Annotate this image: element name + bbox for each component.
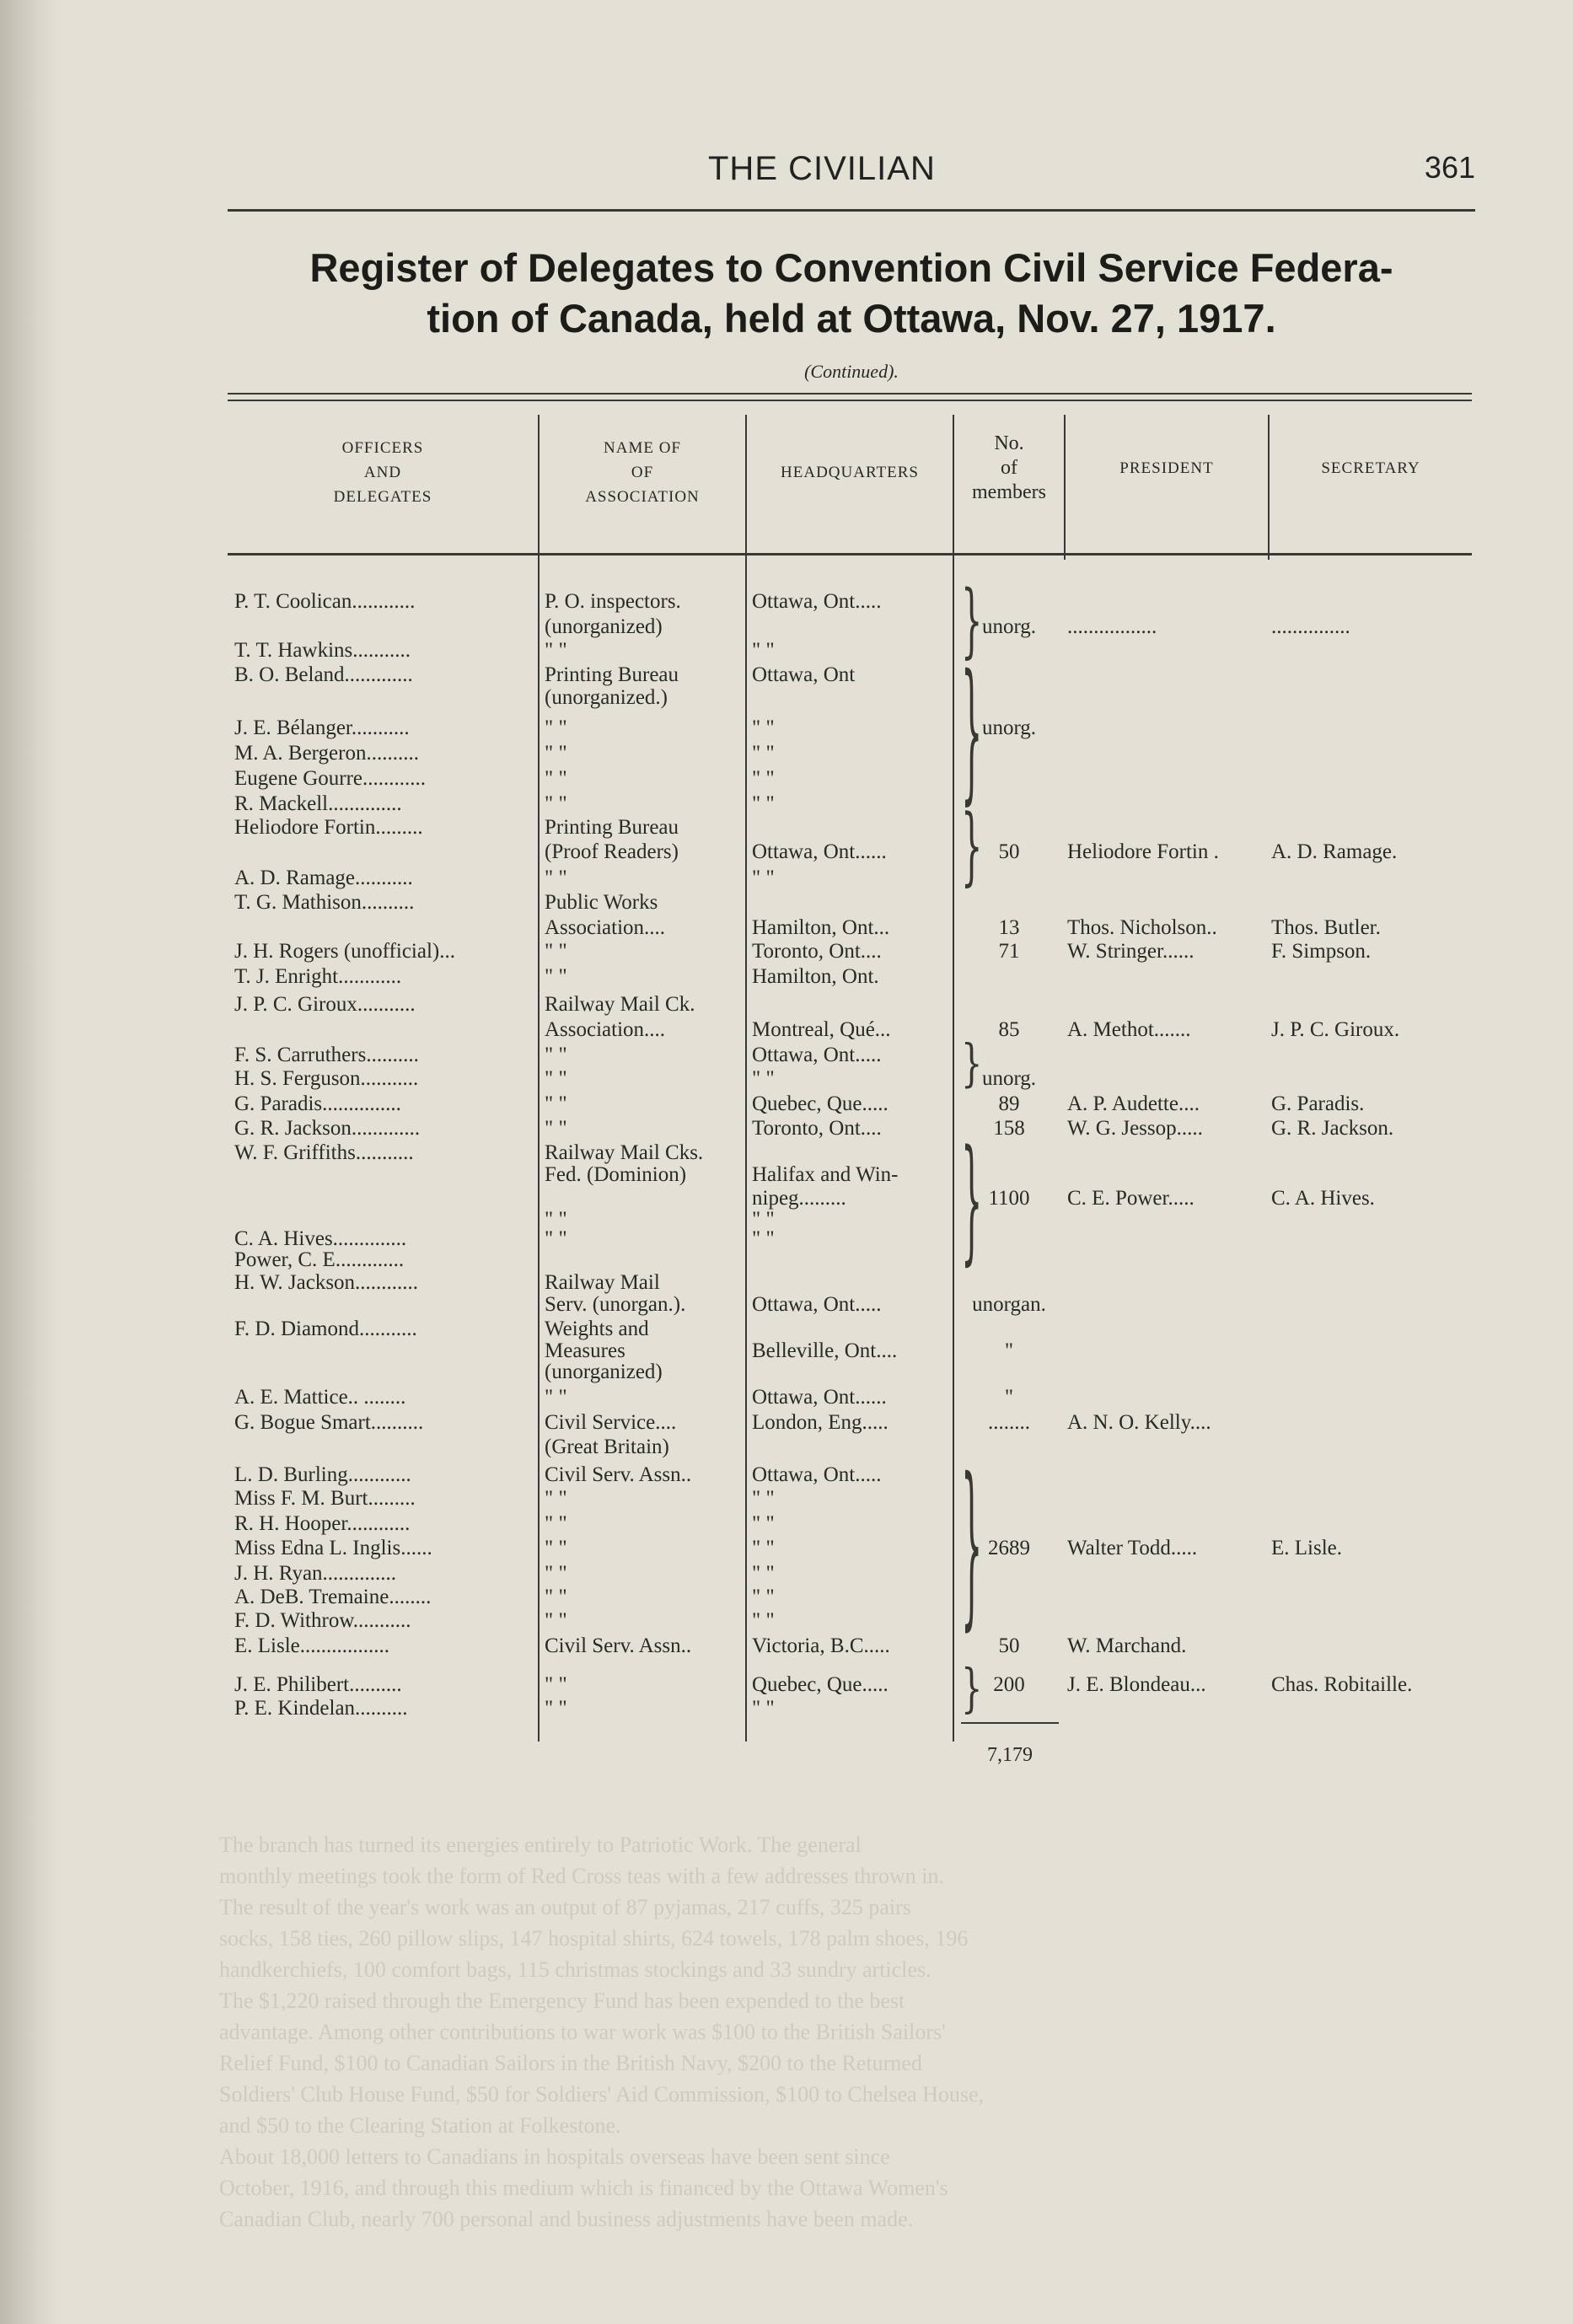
- delegate-name: G. R. Jackson.............: [234, 1117, 421, 1140]
- president: A. Methot.......: [1067, 1018, 1191, 1041]
- association-name: " ": [545, 867, 567, 889]
- member-count: 13: [998, 916, 1020, 939]
- association-name: " ": [545, 792, 567, 815]
- headquarters: Belleville, Ont....: [752, 1339, 898, 1362]
- member-count: 85: [998, 1018, 1020, 1041]
- delegate-name: B. O. Beland.............: [234, 663, 413, 686]
- delegate-name: H. S. Ferguson...........: [234, 1067, 419, 1090]
- president: Heliodore Fortin .: [1067, 840, 1219, 863]
- headquarters: Ottawa, Ont.....: [752, 1044, 882, 1066]
- delegate-name: T. T. Hawkins...........: [234, 639, 411, 662]
- delegate-name: J. H. Ryan..............: [234, 1562, 397, 1585]
- continued-note: (Continued).: [804, 361, 899, 382]
- headquarters: " ": [752, 1487, 775, 1510]
- headquarters: " ": [752, 717, 775, 739]
- headquarters: Halifax and Win-: [752, 1163, 899, 1186]
- association-name: (unorganized): [545, 615, 663, 638]
- headquarters: " ": [752, 1512, 775, 1535]
- association-name: Printing Bureau: [545, 816, 679, 839]
- association-name: " ": [545, 1562, 567, 1585]
- association-name: " ": [545, 1092, 567, 1115]
- association-name: " ": [545, 1386, 567, 1409]
- headquarters: " ": [752, 1208, 775, 1231]
- delegate-name: L. D. Burling............: [234, 1463, 411, 1486]
- association-name: (unorganized): [545, 1361, 663, 1383]
- column-divider: [745, 415, 747, 1742]
- running-header: [228, 150, 1475, 196]
- delegate-name: Miss Edna L. Inglis......: [234, 1537, 432, 1559]
- delegate-name: E. Lisle.................: [234, 1634, 390, 1657]
- association-name: (Great Britain): [545, 1436, 669, 1458]
- headquarters: Montreal, Qué...: [752, 1018, 891, 1041]
- member-count: 50: [998, 840, 1020, 863]
- headquarters: Toronto, Ont....: [752, 940, 882, 963]
- association-name: " ": [545, 1117, 567, 1140]
- association-name: " ": [545, 965, 567, 988]
- president: A. P. Audette....: [1067, 1092, 1200, 1115]
- association-name: P. O. inspectors.: [545, 590, 681, 613]
- headquarters: Quebec, Que.....: [752, 1673, 889, 1696]
- delegate-name: F. S. Carruthers..........: [234, 1044, 419, 1066]
- headquarters: Victoria, B.C.....: [752, 1634, 890, 1657]
- member-count: 200: [993, 1673, 1025, 1696]
- header-rule: [228, 209, 1475, 212]
- headquarters: " ": [752, 1227, 775, 1250]
- association-name: Printing Bureau: [545, 663, 679, 686]
- headquarters: London, Eng.....: [752, 1411, 889, 1434]
- association-name: Weights and: [545, 1318, 649, 1340]
- president: .................: [1067, 615, 1157, 638]
- association-name: (Proof Readers): [545, 840, 679, 863]
- table-top-rule: [228, 393, 1472, 394]
- member-count: ": [1004, 1386, 1014, 1409]
- bleed-line: advantage. Among other contributions to war work was $100 to the British Sailors': [219, 2020, 946, 2044]
- bleed-line: socks, 158 ties, 260 pillow slips, 147 hospital shirts, 624 towels, 178 palm shoes, 196: [219, 1926, 969, 1951]
- headquarters: " ": [752, 639, 775, 662]
- secretary: F. Simpson.: [1271, 940, 1372, 963]
- title-line-2: tion of Canada, held at Ottawa, Nov. 27, 1917.: [427, 296, 1276, 341]
- president: A. N. O. Kelly....: [1067, 1411, 1211, 1434]
- headquarters: " ": [752, 1609, 775, 1632]
- delegate-name: R. Mackell..............: [234, 792, 402, 815]
- headquarters: " ": [752, 1562, 775, 1585]
- column-header-officers: OFFICERS AND DELEGATES: [333, 439, 432, 506]
- headquarters: " ": [752, 767, 775, 790]
- association-name: Railway Mail: [545, 1271, 660, 1294]
- brace-mark: }: [961, 1124, 983, 1280]
- president: W. G. Jessop.....: [1067, 1117, 1203, 1140]
- page-title: [228, 243, 1475, 344]
- column-divider: [1268, 415, 1270, 560]
- association-name: Civil Serv. Assn..: [545, 1463, 692, 1486]
- column-divider: [1064, 415, 1066, 560]
- secretary: E. Lisle.: [1271, 1537, 1343, 1559]
- association-name: " ": [545, 639, 567, 662]
- headquarters: " ": [752, 1586, 775, 1608]
- association-name: " ": [545, 1512, 567, 1535]
- headquarters: Hamilton, Ont...: [752, 916, 890, 939]
- president: W. Stringer......: [1067, 940, 1195, 963]
- association-name: " ": [545, 1537, 567, 1559]
- column-divider: [538, 415, 540, 1742]
- member-count: ........: [988, 1411, 1030, 1434]
- headquarters: Hamilton, Ont.: [752, 965, 879, 988]
- association-name: Serv. (unorgan.).: [545, 1293, 686, 1316]
- member-count: 89: [998, 1092, 1020, 1115]
- delegate-name: F. D. Withrow...........: [234, 1609, 411, 1632]
- delegate-name: P. T. Coolican............: [234, 590, 416, 613]
- brace-mark: }: [961, 1659, 983, 1720]
- headquarters: " ": [752, 792, 775, 815]
- member-count: 2689: [988, 1537, 1030, 1559]
- delegate-name: J. E. Bélanger...........: [234, 717, 410, 739]
- headquarters: Ottawa, Ont.....: [752, 1463, 882, 1486]
- delegate-name: Miss F. M. Burt.........: [234, 1487, 416, 1510]
- member-count: 71: [998, 940, 1020, 963]
- association-name: Measures: [545, 1339, 625, 1362]
- brace-mark: }: [961, 646, 983, 821]
- headquarters: nipeg.........: [752, 1187, 846, 1210]
- delegate-name: G. Paradis...............: [234, 1092, 401, 1115]
- association-name: Fed. (Dominion): [545, 1163, 687, 1186]
- headquarters: Ottawa, Ont......: [752, 840, 887, 863]
- page-shadow: [0, 0, 59, 2324]
- headquarters: Quebec, Que.....: [752, 1092, 889, 1115]
- delegate-name: P. E. Kindelan..........: [234, 1697, 408, 1720]
- headquarters: Ottawa, Ont.....: [752, 590, 882, 613]
- member-count: ": [1004, 1339, 1014, 1362]
- secretary: J. P. C. Giroux.: [1271, 1018, 1400, 1041]
- association-name: " ": [545, 1227, 567, 1250]
- association-name: " ": [545, 1044, 567, 1066]
- bleed-through-text: [219, 1829, 1467, 2231]
- delegate-name: T. J. Enright............: [234, 965, 402, 988]
- association-name: Association....: [545, 1018, 666, 1041]
- member-count: unorg.: [981, 615, 1037, 638]
- brace-mark: }: [961, 1034, 983, 1093]
- bleed-line: and $50 to the Clearing Station at Folkestone.: [219, 2113, 621, 2138]
- delegate-name: Heliodore Fortin.........: [234, 816, 423, 839]
- bleed-line: October, 1916, and through this medium which is financed by the Ottawa Women's: [219, 2176, 948, 2200]
- president: J. E. Blondeau...: [1067, 1673, 1206, 1696]
- association-name: Civil Serv. Assn..: [545, 1634, 692, 1657]
- bleed-line: The result of the year's work was an output of 87 pyjamas, 217 cuffs, 325 pairs: [219, 1895, 911, 1919]
- delegate-name: G. Bogue Smart..........: [234, 1411, 424, 1434]
- secretary: G. Paradis.: [1271, 1092, 1365, 1115]
- member-count: 158: [993, 1117, 1025, 1140]
- column-header-president: PRESIDENT: [1119, 459, 1214, 477]
- table-top-rule-inner: [228, 400, 1472, 401]
- delegate-name: W. F. Griffiths...........: [234, 1141, 414, 1164]
- headquarters: " ": [752, 1537, 775, 1559]
- delegate-name: T. G. Mathison..........: [234, 891, 415, 914]
- association-name: " ": [545, 717, 567, 739]
- association-name: " ": [545, 1208, 567, 1231]
- association-name: Association....: [545, 916, 666, 939]
- bleed-line: Soldiers' Club House Fund, $50 for Soldiers' Aid Commission, $100 to Chelsea House,: [219, 2082, 985, 2107]
- delegate-name: M. A. Bergeron..........: [234, 742, 419, 765]
- delegate-name: R. H. Hooper............: [234, 1512, 411, 1535]
- headquarters: Ottawa, Ont......: [752, 1386, 887, 1409]
- delegate-name: F. D. Diamond...........: [234, 1318, 417, 1340]
- member-count: unorgan.: [972, 1293, 1046, 1316]
- headquarters: " ": [752, 867, 775, 889]
- association-name: " ": [545, 1609, 567, 1632]
- bleed-line: Canadian Club, nearly 700 personal and business adjustments have been made.: [219, 2207, 914, 2231]
- association-name: " ": [545, 1697, 567, 1720]
- association-name: " ": [545, 742, 567, 765]
- member-count: unorg.: [981, 1067, 1037, 1090]
- headquarters: " ": [752, 1067, 775, 1090]
- delegate-name: Eugene Gourre............: [234, 767, 427, 790]
- headquarters: Ottawa, Ont.....: [752, 1293, 882, 1316]
- secretary: A. D. Ramage.: [1271, 840, 1398, 863]
- association-name: " ": [545, 1586, 567, 1608]
- headquarters: Toronto, Ont....: [752, 1117, 882, 1140]
- association-name: Civil Service....: [545, 1411, 677, 1434]
- headquarters: Ottawa, Ont: [752, 663, 856, 686]
- association-name: " ": [545, 767, 567, 790]
- secretary: ...............: [1271, 615, 1350, 638]
- column-header-association: NAME OF OF ASSOCIATION: [585, 439, 700, 506]
- page-number: 361: [1424, 150, 1475, 185]
- column-header-secretary: SECRETARY: [1321, 459, 1420, 477]
- brace-mark: }: [961, 1445, 983, 1649]
- president: W. Marchand.: [1067, 1634, 1187, 1657]
- member-count: 50: [998, 1634, 1020, 1657]
- bleed-line: The $1,220 raised through the Emergency Fund has been expended to the best: [219, 1989, 905, 2013]
- headquarters: " ": [752, 1697, 775, 1720]
- secretary: G. R. Jackson.: [1271, 1117, 1394, 1140]
- delegate-name: A. DeB. Tremaine........: [234, 1586, 432, 1608]
- association-name: Public Works: [545, 891, 658, 914]
- delegate-name: H. W. Jackson............: [234, 1271, 419, 1294]
- president: Walter Todd.....: [1067, 1537, 1198, 1559]
- association-name: Railway Mail Ck.: [545, 993, 695, 1016]
- president: C. E. Power.....: [1067, 1187, 1195, 1210]
- bleed-line: The branch has turned its energies entirely to Patriotic Work. The general: [219, 1833, 862, 1857]
- column-header-members: No. of members: [972, 432, 1046, 503]
- delegate-name: J. H. Rogers (unofficial)...: [234, 940, 455, 963]
- sum-rule: [961, 1722, 1059, 1724]
- delegate-name: Power, C. E.............: [234, 1248, 405, 1271]
- delegate-name: J. E. Philibert..........: [234, 1673, 402, 1696]
- title-line-1: Register of Delegates to Convention Civil Service Federa-: [309, 245, 1393, 290]
- bleed-line: Relief Fund, $100 to Canadian Sailors in the British Navy, $200 to the Returned: [219, 2051, 922, 2075]
- association-name: (unorganized.): [545, 686, 668, 709]
- bleed-line: monthly meetings took the form of Red Cross teas with a few addresses thrown in.: [219, 1864, 945, 1888]
- secretary: C. A. Hives.: [1271, 1187, 1375, 1210]
- association-name: " ": [545, 1673, 567, 1696]
- brace-mark: }: [961, 575, 983, 668]
- member-count: 1100: [988, 1187, 1030, 1210]
- association-name: " ": [545, 1487, 567, 1510]
- delegate-name: A. E. Mattice.. ........: [234, 1386, 406, 1409]
- headquarters: " ": [752, 742, 775, 765]
- brace-mark: }: [961, 798, 983, 896]
- secretary: Thos. Butler.: [1271, 916, 1381, 939]
- column-header-headquarters: HEADQUARTERS: [781, 464, 919, 481]
- delegate-name: C. A. Hives..............: [234, 1227, 407, 1250]
- association-name: " ": [545, 940, 567, 963]
- bleed-line: About 18,000 letters to Canadians in hospitals overseas have been sent since: [219, 2144, 890, 2169]
- association-name: " ": [545, 1067, 567, 1090]
- delegate-name: J. P. C. Giroux...........: [234, 993, 416, 1016]
- bleed-line: handkerchiefs, 100 comfort bags, 115 christmas stockings and 33 sundry articles.: [219, 1957, 931, 1982]
- member-count: unorg.: [981, 717, 1037, 739]
- association-name: Railway Mail Cks.: [545, 1141, 704, 1164]
- running-title: THE CIVILIAN: [708, 150, 936, 187]
- column-divider: [953, 415, 954, 1742]
- delegate-name: A. D. Ramage...........: [234, 867, 413, 889]
- header-bottom-rule: [228, 553, 1472, 556]
- president: Thos. Nicholson..: [1067, 916, 1217, 939]
- total-members: 7,179: [987, 1744, 1033, 1766]
- secretary: Chas. Robitaille.: [1271, 1673, 1413, 1696]
